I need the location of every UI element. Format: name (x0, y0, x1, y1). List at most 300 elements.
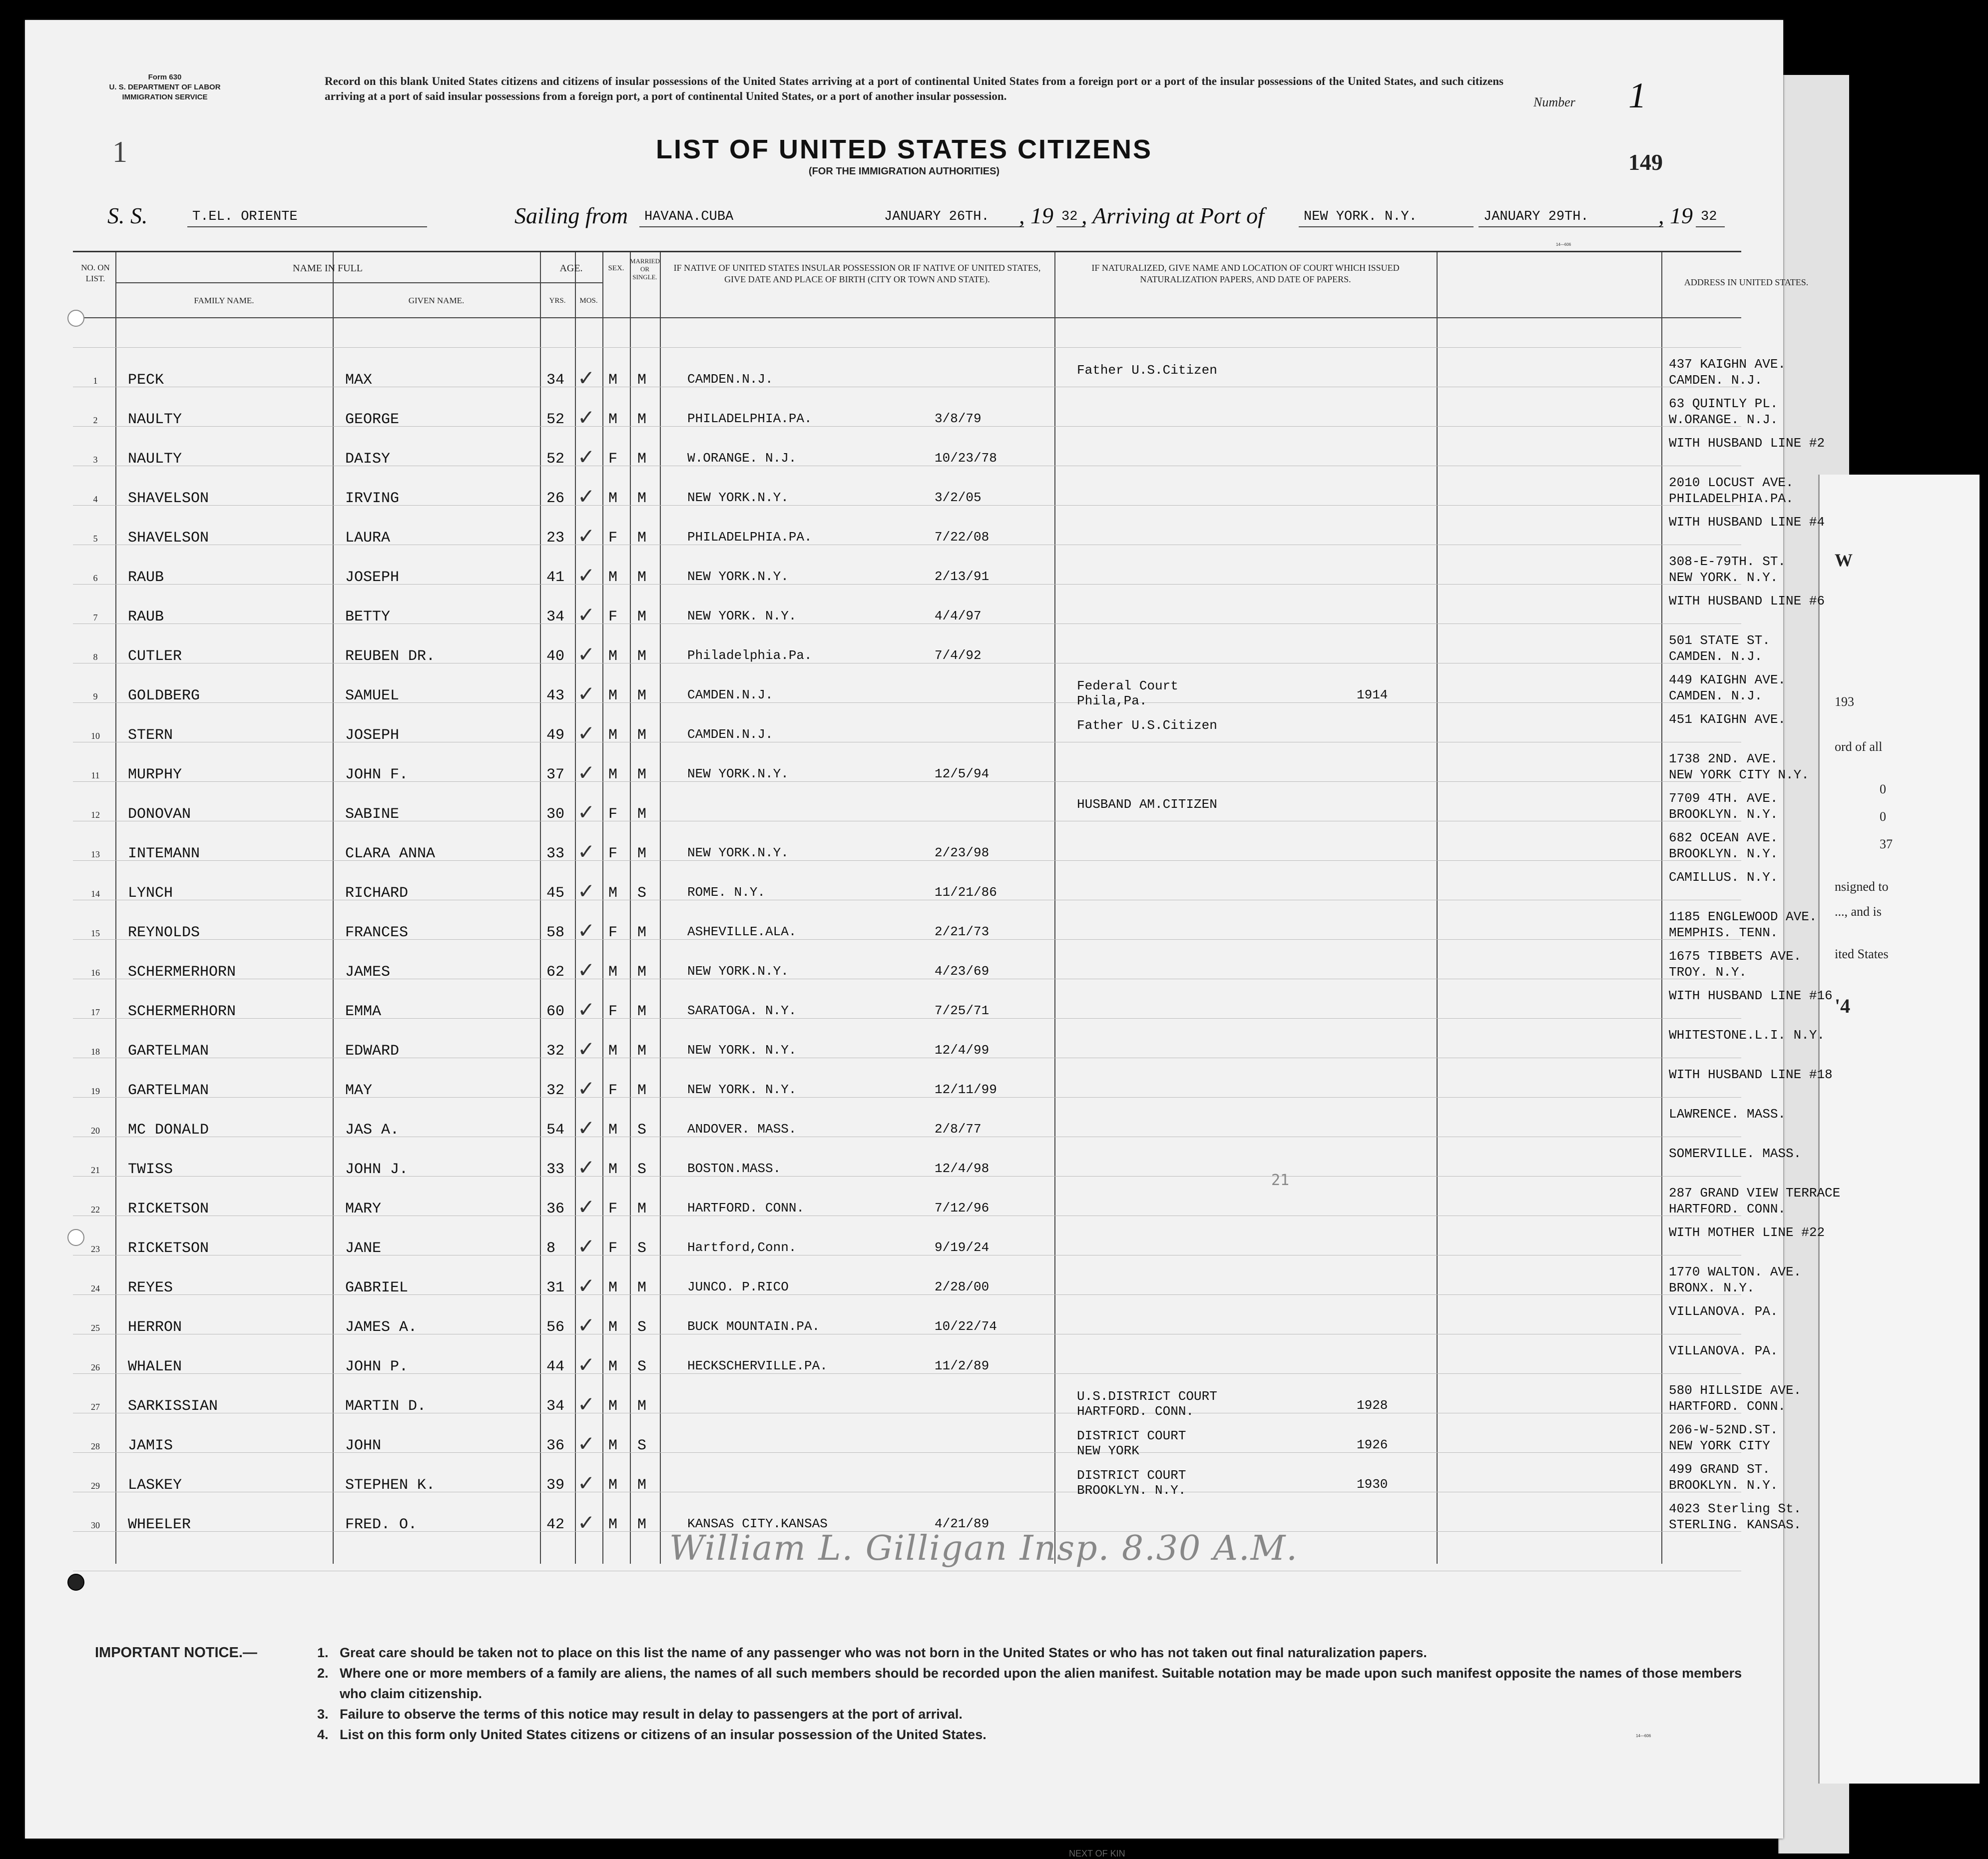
line-number: 19 (91, 1086, 100, 1096)
birth-date: 7/12/96 (935, 1201, 990, 1216)
given-name: SAMUEL (345, 687, 400, 704)
notice-item-text: Failure to observe the terms of this notice may result in delay to passengers at the port of arrival. (340, 1707, 963, 1722)
check-mark-icon: ✓ (577, 1471, 595, 1495)
sex: M (608, 1043, 618, 1060)
row-rule (73, 1176, 1741, 1177)
row-rule (73, 426, 1741, 427)
marital-status: M (637, 1082, 647, 1099)
header-divider (73, 317, 1741, 318)
column-divider (1661, 252, 1662, 1564)
family-name: MURPHY (128, 766, 182, 783)
age-years: 33 (546, 1161, 565, 1178)
address-line-1: 449 KAIGHN AVE. (1669, 672, 1786, 687)
row-rule (73, 1452, 1741, 1453)
notice-item (317, 1704, 1766, 1725)
ship-name: T.EL. ORIENTE (187, 209, 427, 227)
line-number: 15 (91, 928, 100, 938)
sex: F (608, 1082, 618, 1099)
line-number: 10 (91, 731, 100, 741)
binder-hole (67, 1574, 84, 1591)
check-mark-icon: ✓ (577, 642, 595, 666)
row-rule (73, 1097, 1741, 1098)
check-mark-icon: ✓ (577, 1352, 595, 1377)
row-rule (73, 347, 1741, 348)
age-years: 42 (546, 1516, 565, 1533)
header-naturalized: IF NATURALIZED, GIVE NAME AND LOCATION OF COURT WHICH ISSUED NATURALIZATION PAPERS, AND DATE OF PAPERS. (1091, 263, 1400, 284)
header-no: NO. ON LIST. (81, 263, 110, 283)
marital-status: M (637, 411, 647, 428)
birthplace: NEW YORK.N.Y. (687, 766, 789, 781)
marital-status: S (637, 1240, 647, 1257)
check-mark-icon: ✓ (577, 484, 595, 509)
check-mark-icon: ✓ (577, 1037, 595, 1061)
birthplace: Hartford,Conn. (687, 1240, 797, 1255)
address-line-1: WITH HUSBAND LINE #6 (1669, 594, 1825, 609)
address-line-1: CAMILLUS. N.Y. (1669, 870, 1778, 885)
sex: F (608, 845, 618, 862)
birth-date: 9/19/24 (935, 1240, 990, 1255)
line-number: 17 (91, 1007, 100, 1017)
given-name: MARTIN D. (345, 1398, 427, 1415)
marital-status: M (637, 1279, 647, 1296)
birthplace: HARTFORD. CONN. (687, 1201, 805, 1216)
birthplace: JUNCO. P.RICO (687, 1279, 789, 1294)
sex: M (608, 1437, 618, 1454)
address-line-1: 1185 ENGLEWOOD AVE. (1669, 909, 1817, 924)
line-number: 1 (93, 376, 98, 386)
check-mark-icon: ✓ (577, 1195, 595, 1219)
birth-date: 7/22/08 (935, 530, 990, 545)
naturalization-location: Phila,Pa. (1077, 693, 1147, 708)
line-number: 12 (91, 810, 100, 820)
line-number: 21 (91, 1165, 100, 1175)
marital-status: M (637, 648, 647, 665)
sailing-date: JANUARY 26TH. (879, 209, 1024, 227)
birth-date: 11/21/86 (935, 885, 997, 900)
family-name: REYNOLDS (128, 924, 200, 941)
line-number: 26 (91, 1362, 100, 1372)
check-mark-icon: ✓ (577, 760, 595, 785)
family-name: GARTELMAN (128, 1082, 209, 1099)
notice-item (317, 1643, 1766, 1663)
given-name: FRANCES (345, 924, 409, 941)
header-family-name: FAMILY NAME. (194, 296, 254, 305)
birthplace: W.ORANGE. N.J. (687, 451, 797, 466)
line-number: 14 (91, 889, 100, 899)
age-years: 41 (546, 569, 565, 586)
given-name: GEORGE (345, 411, 400, 428)
arrival-year-prefix: , 19 (1658, 203, 1693, 228)
arriving-label: , Arriving at Port of (1081, 203, 1264, 228)
binder-hole (67, 310, 84, 327)
marital-status: M (637, 530, 647, 547)
age-years: 43 (546, 687, 565, 704)
age-years: 34 (546, 609, 565, 625)
check-mark-icon: ✓ (577, 563, 595, 588)
sex: F (608, 806, 618, 823)
ss-label: S. S. (107, 203, 148, 228)
marital-status: M (637, 1003, 647, 1020)
line-number: 24 (91, 1283, 100, 1293)
check-mark-icon: ✓ (577, 603, 595, 627)
marital-status: S (637, 885, 647, 902)
header-yrs: YRS. (549, 297, 566, 305)
column-divider (575, 252, 576, 1564)
check-mark-icon: ✓ (577, 366, 595, 390)
marital-status: S (637, 1319, 647, 1336)
family-name: LASKEY (128, 1477, 182, 1494)
birthplace: BOSTON.MASS. (687, 1161, 781, 1176)
age-years: 32 (546, 1082, 565, 1099)
naturalization-location: BROOKLYN. N.Y. (1077, 1483, 1186, 1498)
header-mos: MOS. (579, 297, 598, 305)
left-margin-mark: 1 (112, 135, 127, 168)
naturalization-court: DISTRICT COURT (1077, 1428, 1186, 1443)
marital-status: S (637, 1437, 647, 1454)
address-line-2: CAMDEN. N.J. (1669, 373, 1763, 388)
line-number: 18 (91, 1047, 100, 1057)
address-line-1: 7709 4TH. AVE. (1669, 791, 1778, 806)
passenger-table (73, 251, 1841, 1564)
given-name: MAX (345, 372, 373, 389)
address-line-1: SOMERVILLE. MASS. (1669, 1146, 1802, 1161)
birthplace: NEW YORK. N.Y. (687, 1082, 797, 1097)
given-name: EMMA (345, 1003, 382, 1020)
birthplace: SARATOGA. N.Y. (687, 1003, 797, 1018)
address-line-1: WITH MOTHER LINE #22 (1669, 1225, 1825, 1240)
edge-fragment: 193 (1835, 694, 1854, 709)
address-line-1: 437 KAIGHN AVE. (1669, 357, 1786, 372)
marital-status: M (637, 609, 647, 625)
address-line-1: WITH HUSBAND LINE #16 (1669, 988, 1833, 1003)
check-mark-icon: ✓ (577, 1234, 595, 1258)
line-number: 4 (93, 494, 98, 504)
column-divider (660, 252, 661, 1564)
given-name: JOHN (345, 1437, 382, 1454)
given-name: IRVING (345, 490, 400, 507)
check-mark-icon: ✓ (577, 445, 595, 469)
given-name: STEPHEN K. (345, 1477, 436, 1494)
sex: M (608, 1319, 618, 1336)
address-line-2: PHILADELPHIA.PA. (1669, 491, 1794, 506)
address-line-1: 682 OCEAN AVE. (1669, 830, 1778, 845)
line-number: 9 (93, 691, 98, 701)
footer-code: 14—606 (1636, 1734, 1651, 1738)
check-mark-icon: ✓ (577, 1510, 595, 1535)
birthplace: PHILADELPHIA.PA. (687, 411, 812, 426)
name-header-divider (115, 282, 540, 283)
given-name: JANE (345, 1240, 382, 1257)
edge-fragment: 0 (1880, 782, 1886, 796)
row-rule (73, 939, 1741, 940)
sex: M (608, 687, 618, 704)
line-number: 28 (91, 1441, 100, 1451)
notice-item-text: Where one or more members of a family are aliens, the names of all such members should be recorded upon the alien manifest. Suitable notation may be made upon such manifest opposite the names of those members who claim citizenship. (340, 1666, 1742, 1701)
given-name: EDWARD (345, 1043, 400, 1060)
check-mark-icon: ✓ (577, 997, 595, 1022)
family-name: WHEELER (128, 1516, 191, 1533)
family-name: DONOVAN (128, 806, 191, 823)
marital-status: M (637, 1201, 647, 1218)
notice-item (317, 1725, 1766, 1745)
family-name: MC DONALD (128, 1122, 209, 1139)
marital-status: M (637, 687, 647, 704)
birth-date: 2/8/77 (935, 1122, 982, 1137)
list-number: 1 (1628, 75, 1646, 115)
birthplace: NEW YORK. N.Y. (687, 609, 797, 623)
line-number: 6 (93, 573, 98, 583)
notice-item-text: Great care should be taken not to place on this list the name of any passenger who was not born in the United States or who has not taken out final naturalization papers. (340, 1645, 1427, 1660)
check-mark-icon: ✓ (577, 839, 595, 864)
birth-date: 3/2/05 (935, 490, 982, 505)
check-mark-icon: ✓ (577, 1155, 595, 1180)
marital-status: M (637, 1043, 647, 1060)
naturalization-court: HUSBAND AM.CITIZEN (1077, 797, 1217, 812)
row-rule (73, 584, 1741, 585)
birth-date: 2/23/98 (935, 845, 990, 860)
column-divider (540, 252, 541, 1564)
address-line-2: BRONX. N.Y. (1669, 1280, 1755, 1295)
family-name: TWISS (128, 1161, 173, 1178)
address-line-1: VILLANOVA. PA. (1669, 1343, 1778, 1358)
line-number: 7 (93, 613, 98, 622)
sex: M (608, 648, 618, 665)
sailing-port: HAVANA.CUBA (639, 209, 884, 227)
family-name: SARKISSIAN (128, 1398, 218, 1415)
page-title: LIST OF UNITED STATES CITIZENS (656, 134, 1152, 164)
family-name: WHALEN (128, 1358, 182, 1375)
birth-date: 4/23/69 (935, 964, 990, 979)
check-mark-icon: ✓ (577, 405, 595, 430)
given-name: DAISY (345, 451, 391, 468)
family-name: INTEMANN (128, 845, 200, 862)
line-number: 30 (91, 1520, 100, 1530)
check-mark-icon: ✓ (577, 1313, 595, 1337)
row-rule (73, 623, 1741, 624)
age-years: 56 (546, 1319, 565, 1336)
family-name: NAULTY (128, 411, 182, 428)
line-number: 11 (91, 770, 100, 780)
birthplace: CAMDEN.N.J. (687, 687, 773, 702)
family-name: LYNCH (128, 885, 173, 902)
family-name: RICKETSON (128, 1201, 209, 1218)
address-line-2: BROOKLYN. N.Y. (1669, 846, 1778, 861)
check-mark-icon: ✓ (577, 1392, 595, 1416)
form-identifier (75, 72, 255, 102)
sex: M (608, 1358, 618, 1375)
given-name: JOHN J. (345, 1161, 409, 1178)
sex: M (608, 1279, 618, 1296)
address-line-1: VILLANOVA. PA. (1669, 1304, 1778, 1319)
naturalization-court: Father U.S.Citizen (1077, 718, 1217, 733)
family-name: JAMIS (128, 1437, 173, 1454)
birth-date: 10/22/74 (935, 1319, 997, 1334)
address-line-1: 580 HILLSIDE AVE. (1669, 1383, 1802, 1398)
birth-date: 7/4/92 (935, 648, 982, 663)
address-line-2: STERLING. KANSAS. (1669, 1517, 1802, 1532)
naturalization-court: Father U.S.Citizen (1077, 363, 1217, 378)
address-line-2: CAMDEN. N.J. (1669, 688, 1763, 703)
marital-status: S (637, 1122, 647, 1139)
family-name: CUTLER (128, 648, 182, 665)
marital-status: M (637, 490, 647, 507)
marital-status: M (637, 451, 647, 468)
family-name: STERN (128, 727, 173, 744)
notice-item-text: List on this form only United States citizens or citizens of an insular possession of the United States. (340, 1727, 987, 1742)
sex: F (608, 1201, 618, 1218)
header-married: MARRIED OR SINGLE. (630, 257, 660, 281)
given-name: JAMES (345, 964, 391, 981)
printer-mark: 14—606 (1556, 242, 1571, 247)
column-divider (333, 252, 334, 1564)
birthplace: ASHEVILLE.ALA. (687, 924, 797, 939)
form-number: Form 630 (148, 73, 182, 81)
marital-status: M (637, 727, 647, 744)
sex: F (608, 1240, 618, 1257)
given-name: MARY (345, 1201, 382, 1218)
age-years: 23 (546, 530, 565, 547)
voyage-line (107, 202, 1717, 230)
address-line-1: 63 QUINTLY PL. (1669, 396, 1778, 411)
check-mark-icon: ✓ (577, 524, 595, 548)
notice-item-number: 3. (317, 1707, 329, 1722)
age-years: 40 (546, 648, 565, 665)
age-years: 34 (546, 372, 565, 389)
marital-status: M (637, 569, 647, 586)
given-name: FRED. O. (345, 1516, 418, 1533)
age-years: 60 (546, 1003, 565, 1020)
row-rule (73, 860, 1741, 861)
naturalization-year: 1926 (1357, 1437, 1388, 1452)
age-years: 34 (546, 1398, 565, 1415)
given-name: GABRIEL (345, 1279, 409, 1296)
marital-status: M (637, 1477, 647, 1494)
sex: M (608, 1516, 618, 1533)
sex: F (608, 609, 618, 625)
header-sex: SEX. (608, 264, 624, 272)
naturalization-court: DISTRICT COURT (1077, 1468, 1186, 1483)
column-divider (602, 252, 603, 1564)
given-name: JOSEPH (345, 569, 400, 586)
age-years: 62 (546, 964, 565, 981)
column-divider (630, 252, 631, 1564)
arrival-year: 32 (1696, 209, 1725, 227)
number-label: Number (1533, 95, 1575, 109)
given-name: JOSEPH (345, 727, 400, 744)
marital-status: S (637, 1358, 647, 1375)
address-line-1: WITH HUSBAND LINE #4 (1669, 515, 1825, 530)
given-name: JOHN P. (345, 1358, 409, 1375)
address-line-2: HARTFORD. CONN. (1669, 1399, 1786, 1414)
form-instructions: Record on this blank United States citizens and citizens of insular possessions of the United States arriving at a port of continental United States from a foreign port or a port of the insular possessions of the United States, and such citizens arriving at a port of said insular possessions from a foreign port, a port of continental United States, or a port of another insular possession. (325, 75, 1503, 102)
given-name: JAS A. (345, 1122, 400, 1139)
birthplace: CAMDEN.N.J. (687, 727, 773, 742)
arrival-port: NEW YORK. N.Y. (1299, 209, 1474, 227)
family-name: REYES (128, 1279, 173, 1296)
address-line-1: WHITESTONE.L.I. N.Y. (1669, 1028, 1825, 1043)
sex: M (608, 569, 618, 586)
birth-date: 12/4/99 (935, 1043, 990, 1058)
birthplace: HECKSCHERVILLE.PA. (687, 1358, 828, 1373)
family-name: RAUB (128, 609, 164, 625)
manifest-page (25, 20, 1841, 1859)
sex: M (608, 727, 618, 744)
check-mark-icon: ✓ (577, 958, 595, 982)
birthplace: NEW YORK.N.Y. (687, 569, 789, 584)
inspector-signature: William L. Gilligan Insp. 8.30 A.M. (669, 1529, 1298, 1568)
sailing-year-prefix: , 19 (1019, 203, 1053, 228)
age-years: 49 (546, 727, 565, 744)
sex: M (608, 1477, 618, 1494)
edge-fragment: 37 (1880, 837, 1893, 851)
address-line-2: BROOKLYN. N.Y. (1669, 807, 1778, 822)
adjacent-page-fragment (1818, 475, 1980, 1784)
edge-fragment: ..., and is (1835, 904, 1882, 919)
given-name: SABINE (345, 806, 400, 823)
check-mark-icon: ✓ (577, 800, 595, 824)
family-name: PECK (128, 372, 164, 389)
naturalization-location: HARTFORD. CONN. (1077, 1404, 1194, 1419)
address-line-2: NEW YORK. N.Y. (1669, 570, 1778, 585)
marital-status: S (637, 1161, 647, 1178)
row-rule (73, 781, 1741, 782)
column-divider (1054, 252, 1055, 1564)
address-line-1: 4023 Sterling St. (1669, 1501, 1802, 1516)
row-rule (73, 1373, 1741, 1374)
age-years: 26 (546, 490, 565, 507)
header-name-in-full: NAME IN FULL (293, 263, 363, 274)
sex: M (608, 885, 618, 902)
sex: F (608, 530, 618, 547)
family-name: GARTELMAN (128, 1043, 209, 1060)
age-header-divider (540, 282, 602, 283)
notice-item (317, 1663, 1766, 1704)
address-line-2: W.ORANGE. N.J. (1669, 412, 1778, 427)
sailing-year: 32 (1056, 209, 1085, 227)
check-mark-icon: ✓ (577, 1116, 595, 1140)
given-name: REUBEN DR. (345, 648, 436, 665)
family-name: RICKETSON (128, 1240, 209, 1257)
birth-date: 7/25/71 (935, 1003, 990, 1018)
check-mark-icon: ✓ (577, 1431, 595, 1456)
birth-date: 12/5/94 (935, 766, 990, 781)
address-line-1: WITH HUSBAND LINE #2 (1669, 436, 1825, 451)
sex: M (608, 964, 618, 981)
line-number: 16 (91, 968, 100, 978)
birthplace: Philadelphia.Pa. (687, 648, 812, 663)
check-mark-icon: ✓ (577, 721, 595, 745)
sex: F (608, 451, 618, 468)
line-number: 23 (91, 1244, 100, 1254)
given-name: JOHN F. (345, 766, 409, 783)
marital-status: M (637, 372, 647, 389)
given-name: JAMES A. (345, 1319, 418, 1336)
address-line-1: 2010 LOCUST AVE. (1669, 475, 1794, 490)
birthplace: ROME. N.Y. (687, 885, 766, 900)
arrival-date: JANUARY 29TH. (1479, 209, 1663, 227)
address-line-1: 1738 2ND. AVE. (1669, 751, 1778, 766)
column-divider (1437, 252, 1438, 1564)
marital-status: M (637, 1398, 647, 1415)
line-number: 13 (91, 849, 100, 859)
address-line-1: 206-W-52ND.ST. (1669, 1422, 1778, 1437)
service-name: IMMIGRATION SERVICE (122, 93, 208, 101)
address-line-1: WITH HUSBAND LINE #18 (1669, 1067, 1833, 1082)
line-number: 8 (93, 652, 98, 662)
birthplace: NEW YORK.N.Y. (687, 490, 789, 505)
birthplace: BUCK MOUNTAIN.PA. (687, 1319, 820, 1334)
given-name: RICHARD (345, 885, 409, 902)
